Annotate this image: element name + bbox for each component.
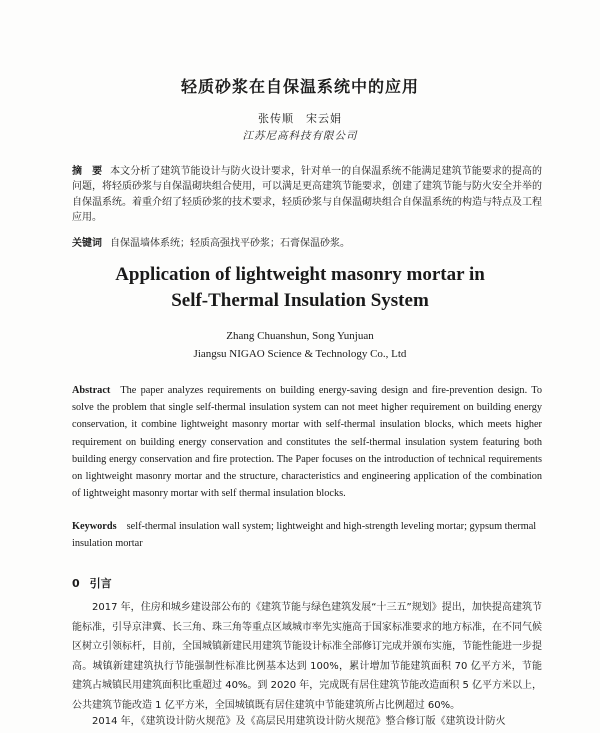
chinese-affiliation: 江苏尼高科技有限公司 xyxy=(242,130,358,142)
section-heading xyxy=(72,575,122,591)
english-abstract-label: Abstract xyxy=(72,385,111,396)
chinese-abstract-text: 本文分析了建筑节能设计与防火设计要求，针对单一的自保温系统不能满足建筑节能要求的提高的问题，将轻质砂浆与自保温砌块组合使用，可以满足更高建筑节能要求，创建了建筑节能与防火安全并举的自保温系统。着重介绍了轻质砂浆的技术要求，轻质砂浆与自保温砌块组合自保温系统的构造与特点及工程应用。 xyxy=(72,166,543,224)
body-paragraph-1: 2017 年，住房和城乡建设部公布的《建筑节能与绿色建筑发展“十三五”规划》提出，加快提高建筑节能标准，引导京津冀、长三角、珠三角等重点区域城市率先实施高于国家标准要求的地方标准，在不同气候区树立引领标杆，目前，全国城镇新建民用建筑节能设计标准全部修订完成并颁布实施，节能性能进一步提高。城镇新建建筑执行节能强制性标准比例基本达到 100%，累计增加节能建筑面积 70 亿平方米，节能建筑占城镇民用建筑面积比重超过 40%。到 2020 年，完成既有居住建筑节能改造面积 5 亿平方米以上，公共建筑节能改造 1 亿平方米，全国城镇既有居住建筑中节能建筑所占比例超过 60%。 xyxy=(72,602,542,711)
chinese-authors: 张传顺 宋云娟 xyxy=(258,112,342,125)
english-abstract-text: The paper analyzes requirements on building energy-saving design and fire-prevention design. To solve the problem that single self-thermal insulation system can not meet higher requirement on building energy conservation, it combine lightweight masonry mortar with self-thermal insulation blocks, which meets higher requirement on building energy conservation and constitutes the self-thermal insulation system featuring both building energy conservation and fire protection. The Paper focuses on the introduction of technical requirements on lightweight masonry mortar and the structure, characteristics and engineering application of the combination of lightweight masonry mortar with self thermal insulation blocks. xyxy=(72,385,542,500)
english-title-line1: Application of lightweight masonry mortar in xyxy=(115,264,485,285)
english-authors: Zhang Chuanshun, Song Yunjuan xyxy=(226,330,374,342)
english-abstract xyxy=(72,382,542,502)
chinese-abstract-label: 摘 要 xyxy=(72,166,103,177)
section-number: 0 xyxy=(72,577,80,590)
chinese-abstract xyxy=(72,164,542,226)
english-title-line2: Self-Thermal Insulation System xyxy=(171,290,429,311)
body-paragraph-2: 2014 年，《建筑设计防火规范》及《高层民用建筑设计防火规范》整合修订版《建筑设计防火 xyxy=(92,716,506,727)
chinese-keywords-text: 自保温墙体系统；轻质高强找平砂浆；石膏保温砂浆。 xyxy=(110,238,350,249)
english-title xyxy=(0,262,600,314)
english-keywords-label: Keywords xyxy=(72,521,117,532)
english-keywords-text: self-thermal insulation wall system; lightweight and high-strength leveling mortar; gypsum thermal insulation mortar xyxy=(72,521,537,549)
section-title: 引言 xyxy=(89,577,112,590)
english-affiliation: Jiangsu NIGAO Science & Technology Co., Ltd xyxy=(193,348,407,360)
chinese-title: 轻质砂浆在自保温系统中的应用 xyxy=(180,77,419,96)
chinese-keywords-label: 关键词 xyxy=(72,238,102,249)
chinese-keywords xyxy=(72,236,542,251)
english-keywords xyxy=(72,518,542,552)
